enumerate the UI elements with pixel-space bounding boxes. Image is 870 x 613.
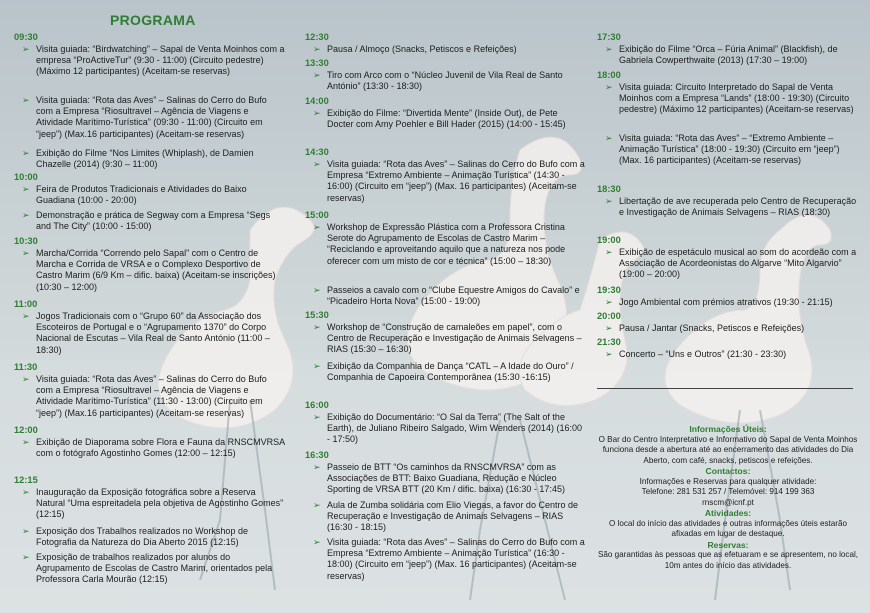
schedule-item: ➢ Exibição do Filme “Nos Limites (Whiplash), de Damien Chazelle (2014) (9:30 – 11:00) <box>22 148 254 170</box>
schedule-item: ➢ Exibição do Filme: “Divertida Mente” (Inside Out), de Pete Docter com Amy Poehler e Bill Hader (2015) (14:00 - 15:45) <box>313 108 566 130</box>
schedule-item: ➢ Feira de Produtos Tradicionais e Atividades do Baixo Guadiana (10:00 - 20:00) <box>22 184 247 206</box>
time-label: 21:30 <box>597 337 621 347</box>
time-label: 19:00 <box>597 235 621 245</box>
bullet-arrow-icon: ➢ <box>313 159 321 169</box>
schedule-item: ➢ Workshop de Expressão Plástica com a Professora Cristina Serote do Agrupamento de Escolas de Castro Marim – “Reciclando e aproveitando aquilo que a natureza nos pode oferecer com um misto de cor e técnica” (15:00 – 18:30) <box>313 222 566 266</box>
schedule-item: ➢ Concerto – “Uns e Outros” (21:30 - 23:30) <box>605 349 787 359</box>
schedule-item: ➢ Visita guiada: “Rota das Aves” – Salinas do Cerro do Bufo com a Empresa “Riosultravel – Agência de Viagens e Atividade Marítimo-Turística” (09:30 - 11:00) (Circuito em “jeep”) (Max.16 participantes) (Aceitam-se reservas) <box>22 95 267 139</box>
time-label: 11:30 <box>14 362 38 372</box>
schedule-item: ➢ Tiro com Arco com o “Núcleo Juvenil de Vila Real de Santo António” (13:30 - 18:30) <box>313 70 563 92</box>
reservations-text: São garantidas às pessoas que as efetuaram e se apresentem, no local, 10m antes do início das atividades. <box>597 550 859 570</box>
time-label: 16:00 <box>305 400 329 410</box>
bullet-arrow-icon: ➢ <box>313 44 321 54</box>
section-divider <box>597 388 853 389</box>
bullet-arrow-icon: ➢ <box>605 247 613 257</box>
bullet-arrow-icon: ➢ <box>313 361 321 371</box>
bullet-arrow-icon: ➢ <box>313 537 321 547</box>
bullet-arrow-icon: ➢ <box>313 222 321 232</box>
schedule-item: ➢ Visita guiada: “Rota das Aves” – Salinas do Cerro do Bufo com a Empresa “Extremo Ambiente – Animação Turística” (14:30 - 16:00) (Circuito em “jeep”) (Max. 16 participantes) (Aceitam-se reservas) <box>313 159 585 203</box>
bullet-arrow-icon: ➢ <box>313 108 321 118</box>
bullet-arrow-icon: ➢ <box>605 323 613 333</box>
bullet-arrow-icon: ➢ <box>605 297 613 307</box>
reservations-heading: Reservas: <box>707 539 749 550</box>
bullet-arrow-icon: ➢ <box>313 412 321 422</box>
schedule-item: ➢ Jogos Tradicionais com o “Grupo 60” da Associação dos Escoteiros de Portugal e o “Agrupamento 1370” do Corpo Nacional de Escutas – Vila Real de Santo António (11:00 – 18:30) <box>22 311 270 355</box>
schedule-item: ➢ Passeio de BTT “Os caminhos da RNSCMVRSA” com as Associações de BTT: Baixo Guadiana, Redução e Núcleo Sporting de VRSA BTT (20 Km / dific. baixa) (16:30 - 17:45) <box>313 462 565 495</box>
time-label: 13:30 <box>305 58 329 68</box>
schedule-item: ➢ Inauguração da Exposição fotográfica sobre a Reserva Natural “Uma espreitadela pela objetiva de Agostinho Gomes” (12:15) <box>22 487 284 520</box>
schedule-item: ➢ Pausa / Almoço (Snacks, Petiscos e Refeições) <box>313 44 517 54</box>
useful-info-heading: Informações Úteis: <box>689 424 767 434</box>
schedule-item: ➢ Visita guiada: “Rota das Aves” – “Extremo Ambiente – Animação Turística” (18:00 - 19:30) (Circuito em “jeep”) (Max. 16 participantes) (Aceitam-se reservas) <box>605 133 840 166</box>
time-label: 16:30 <box>305 450 329 460</box>
schedule-item: ➢ Workshop de “Construção de camaleões em papel”, com o Centro de Recuperação e Investigação de Animais Selvagens – RIAS (15:30 – 16:30) <box>313 322 582 355</box>
schedule-item: ➢ Visita guiada: “Rota das Aves” – Salinas do Cerro do Bufo com a Empresa “Riosultravel – Agência de Viagens e Atividade Marítimo-Turística” (11:30 - 13:00) (Circuito em “jeep”) (Max.16 participantes) (Aceitam-se reservas) <box>22 374 267 418</box>
schedule-item: ➢ Exibição de espetáculo musical ao som do acordeão com a Associação de Acordeonistas do Algarve “Mito Algarvio” (19:00 – 20:00) <box>605 247 857 280</box>
bullet-arrow-icon: ➢ <box>313 462 321 472</box>
time-label: 19:30 <box>597 285 621 295</box>
activities-text: O local do início das atividades e outras informações úteis estarão afixadas em lugar de destaque. <box>609 518 847 538</box>
page-title: PROGRAMA <box>110 12 196 28</box>
schedule-item: ➢ Visita guiada: Circuito Interpretado do Sapal de Venta Moinhos com a Empresa “Lands” (18:00 - 19:30) (Circuito pedestre) (Máximo 12 participantes) (Aceitam-se reservas) <box>605 82 854 115</box>
schedule-item: ➢ Pausa / Jantar (Snacks, Petiscos e Refeições) <box>605 323 805 333</box>
time-label: 14:00 <box>305 96 329 106</box>
bullet-arrow-icon: ➢ <box>22 44 30 54</box>
bullet-arrow-icon: ➢ <box>22 210 30 220</box>
bullet-arrow-icon: ➢ <box>22 311 30 321</box>
time-label: 15:00 <box>305 210 329 220</box>
bullet-arrow-icon: ➢ <box>22 437 30 447</box>
bullet-arrow-icon: ➢ <box>313 285 321 295</box>
schedule-item: ➢ Aula de Zumba solidária com Elio Viegas, a favor do Centro de Recuperação e Investigação de Animais Selvagens – RIAS (16:30 - 18:15) <box>313 500 578 533</box>
bullet-arrow-icon: ➢ <box>22 487 30 497</box>
time-label: 18:00 <box>597 70 621 80</box>
schedule-item: ➢ Visita guiada: “Rota das Aves” – Salinas do Cerro do Bufo com a Empresa “Extremo Ambiente – Animação Turística” (16:30 - 18:00) (Circuito em “jeep”) (Max. 16 participantes) (Aceitam-se reservas) <box>313 537 585 581</box>
time-label: 20:00 <box>597 311 621 321</box>
schedule-item: ➢ Libertação de ave recuperada pelo Centro de Recuperação e Investigação de Animais Selvagens – RIAS (18:30) <box>605 196 857 218</box>
bullet-arrow-icon: ➢ <box>605 196 613 206</box>
time-label: 12:00 <box>14 425 38 435</box>
bullet-arrow-icon: ➢ <box>22 148 30 158</box>
contacts-heading: Contactos: <box>705 466 751 476</box>
schedule-item: ➢ Exibição da Companhia de Dança “CATL – A Idade do Ouro” / Companhia de Capoeira Contemporânea (15:30 -16:15) <box>313 361 574 383</box>
bullet-arrow-icon: ➢ <box>22 248 30 258</box>
bullet-arrow-icon: ➢ <box>313 500 321 510</box>
bullet-arrow-icon: ➢ <box>22 552 30 562</box>
schedule-item: ➢ Exibição do Documentário: “O Sal da Terra” (The Salt of the Earth), de Juliano Ribeiro Salgado, Wim Wenders (2014) (16:00 - 17:50) <box>313 412 582 445</box>
time-label: 18:30 <box>597 184 621 194</box>
bullet-arrow-icon: ➢ <box>22 526 30 536</box>
time-label: 10:00 <box>14 172 38 182</box>
schedule-item: ➢ Marcha/Corrida “Correndo pelo Sapal” com o Centro de Marcha e Corrida de VRSA e o Complexo Desportivo de Castro Marim (6/9 Km – dific. baixa) (Aceitam-se inscrições) (10:30 – 12:00) <box>22 248 276 292</box>
bullet-arrow-icon: ➢ <box>605 133 613 143</box>
schedule-item: ➢ Passeios a cavalo com o “Clube Equestre Amigos do Cavalo” e “Picadeiro Horta Nova” (15:00 - 19:00) <box>313 285 580 307</box>
useful-information <box>597 424 859 571</box>
time-label: 11:00 <box>14 299 38 309</box>
schedule-item: ➢ Exposição dos Trabalhos realizados no Workshop de Fotografia da Natureza do Dia Aberto 2015 (12:15) <box>22 526 248 548</box>
bullet-arrow-icon: ➢ <box>605 82 613 92</box>
activities-heading: Atividades: <box>704 508 752 518</box>
schedule-item: ➢ Exposição de trabalhos realizados por alunos do Agrupamento de Escolas de Castro Marim, orientados pela Professora Carla Mourão (12:15) <box>22 552 273 585</box>
schedule-item: ➢ Exibição de Diaporama sobre Flora e Fauna da RNSCMVRSA com o fotógrafo Agostinho Gomes (12:00 – 12:15) <box>22 437 285 459</box>
bullet-arrow-icon: ➢ <box>22 184 30 194</box>
contacts-phone: Telefone: 281 531 257 / Telemóvel: 914 199 363 <box>641 487 815 496</box>
bullet-arrow-icon: ➢ <box>605 349 613 359</box>
schedule-item: ➢ Visita guiada: “Birdwatching” – Sapal de Venta Moinhos com a empresa “ProActiveTur” (9:30 - 11:00) (Circuito pedestre) (Máximo 12 participantes) (Aceitam-se reservas) <box>22 44 285 77</box>
time-label: 15:30 <box>305 310 329 320</box>
bullet-arrow-icon: ➢ <box>605 44 613 54</box>
contacts-email: rnscm@icnf.pt <box>702 497 754 507</box>
schedule-item: ➢ Demonstração e prática de Segway com a Empresa “Segs and The City” (10:00 - 15:00) <box>22 210 271 232</box>
time-label: 10:30 <box>14 236 38 246</box>
contacts-line: Informações e Reservas para qualquer atividade: <box>639 476 817 486</box>
useful-info-text: O Bar do Centro Interpretativo e Informativo do Sapal de Venta Moinhos funciona desde a abertura até ao encerramento das atividades do Dia Aberto, com café, snacks, petiscos e refeições. <box>598 434 858 465</box>
schedule-item: ➢ Jogo Ambiental com prémios atrativos (19:30 - 21:15) <box>605 297 833 307</box>
schedule-item: ➢ Exibição do Filme “Orca – Fúria Animal” (Blackfish), de Gabriela Cowperthwaite (2013) (17:30 – 19:00) <box>605 44 838 66</box>
time-label: 12:30 <box>305 32 329 42</box>
bullet-arrow-icon: ➢ <box>313 70 321 80</box>
bullet-arrow-icon: ➢ <box>22 95 30 105</box>
time-label: 12:15 <box>14 475 38 485</box>
time-label: 17:30 <box>597 32 621 42</box>
time-label: 09:30 <box>14 32 38 42</box>
time-label: 14:30 <box>305 147 329 157</box>
bullet-arrow-icon: ➢ <box>313 322 321 332</box>
bullet-arrow-icon: ➢ <box>22 374 30 384</box>
